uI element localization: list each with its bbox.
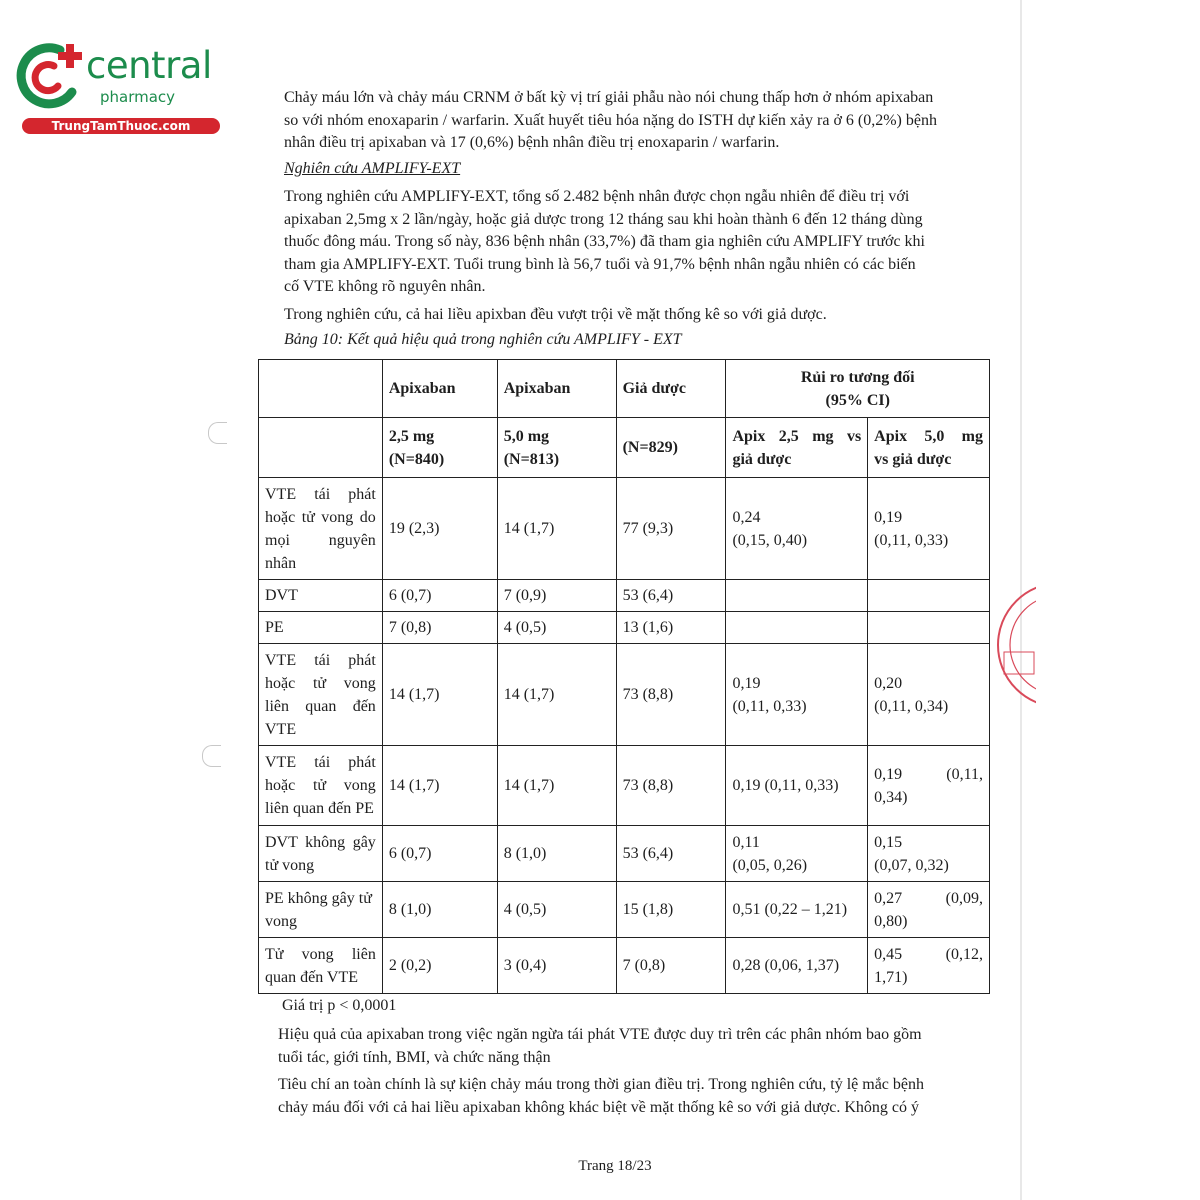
table-row bbox=[259, 580, 990, 612]
table-row bbox=[259, 882, 990, 938]
rr-ci: 0,34) bbox=[874, 788, 908, 806]
rr-ci: 1,71) bbox=[874, 968, 908, 986]
row-label: PE bbox=[259, 612, 383, 644]
cell-rr50 bbox=[868, 580, 990, 612]
rr-value: 0,27 (0,09, bbox=[874, 889, 983, 907]
subheader-rr-25 bbox=[726, 418, 868, 478]
cell-rr50 bbox=[868, 826, 990, 882]
cell-rr25 bbox=[726, 644, 868, 746]
rr-ci: (0,11, 0,34) bbox=[874, 697, 949, 715]
label-line: tử vong bbox=[265, 856, 315, 874]
cell-rr50 bbox=[868, 612, 990, 644]
text-line: Chảy máu lớn và chảy máu CRNM ở bất kỳ vị trí giải phẫu nào nói chung thấp hơn ở nhóm apixaban bbox=[284, 89, 934, 106]
label-line: hoặc tử vong bbox=[265, 674, 376, 692]
rr-label: vs giả dược bbox=[874, 450, 952, 468]
subheader-empty-cell bbox=[259, 418, 383, 478]
rr-ci: (95% CI) bbox=[825, 391, 890, 409]
row-label bbox=[259, 478, 383, 580]
dose-label: 2,5 mg bbox=[388, 427, 435, 445]
header-apixaban-50: Apixaban bbox=[497, 360, 616, 418]
table-row bbox=[259, 612, 990, 644]
header-relative-risk bbox=[726, 360, 990, 418]
text-line: Trong nghiên cứu, cả hai liều apixban đều vượt trội về mặt thống kê so với giả dược. bbox=[284, 306, 827, 323]
red-stamp-fragment bbox=[996, 570, 1036, 720]
label-line: liên quan đến PE bbox=[265, 800, 374, 817]
cell-placebo: 73 (8,8) bbox=[616, 644, 726, 746]
punch-hole-mark bbox=[202, 745, 221, 767]
label-line: VTE bbox=[265, 720, 297, 738]
label-line: VTE tái phát bbox=[265, 485, 376, 503]
text-line: thuốc đông máu. Trong số này, 836 bệnh nhân (33,7%) đã tham gia nghiên cứu AMPLIFY trước khi bbox=[284, 233, 925, 250]
header-empty-cell bbox=[259, 360, 383, 418]
text-line: so với nhóm enoxaparin / warfarin. Xuất huyết tiêu hóa nặng do ISTH dự kiến xảy ra ở 6 (0,2%) bệnh bbox=[284, 111, 937, 129]
row-label bbox=[259, 746, 383, 826]
cell-placebo: 13 (1,6) bbox=[616, 612, 726, 644]
cell-rr50 bbox=[868, 746, 990, 826]
label-line: vong bbox=[265, 912, 297, 930]
text-line: Tiêu chí an toàn chính là sự kiện chảy máu trong thời gian điều trị. Trong nghiên cứu, tỷ lệ mắc bệnh bbox=[278, 1076, 924, 1093]
pharmacy-cross-icon bbox=[10, 36, 90, 118]
cell-rr25: 0,19 (0,11, 0,33) bbox=[726, 746, 868, 826]
text-line: tuổi tác, giới tính, BMI, và chức năng thận bbox=[278, 1048, 551, 1066]
cell-rr25: 0,51 (0,22 – 1,21) bbox=[726, 882, 868, 938]
cell-rr25 bbox=[726, 612, 868, 644]
subheader-rr-50 bbox=[868, 418, 990, 478]
cell-apix25: 6 (0,7) bbox=[382, 580, 497, 612]
rr-value: 0,11 bbox=[732, 833, 760, 851]
label-line: VTE tái phát bbox=[265, 651, 376, 669]
cell-apix25: 6 (0,7) bbox=[382, 826, 497, 882]
label-line: DVT không gây bbox=[265, 833, 376, 851]
cell-rr25: 0,28 (0,06, 1,37) bbox=[726, 938, 868, 994]
cell-rr25 bbox=[726, 580, 868, 612]
cell-apix50: 14 (1,7) bbox=[497, 644, 616, 746]
cell-rr25 bbox=[726, 826, 868, 882]
label-line: quan đến VTE bbox=[265, 968, 359, 986]
central-pharmacy-logo[interactable] bbox=[10, 36, 215, 136]
dose-label: 5,0 mg bbox=[503, 427, 550, 445]
cell-placebo: 77 (9,3) bbox=[616, 478, 726, 580]
cell-apix50: 4 (0,5) bbox=[497, 612, 616, 644]
table-row bbox=[259, 478, 990, 580]
cell-apix25: 8 (1,0) bbox=[382, 882, 497, 938]
rr-ci: (0,05, 0,26) bbox=[732, 856, 808, 874]
punch-hole-mark bbox=[208, 422, 227, 444]
rr-label: Apix 5,0 mg bbox=[874, 427, 983, 445]
cell-apix25: 2 (0,2) bbox=[382, 938, 497, 994]
label-line: mọi nguyên bbox=[265, 531, 376, 549]
rr-label: giả dược bbox=[732, 450, 792, 468]
label-line: Tử vong liên bbox=[265, 945, 376, 963]
rr-value: 0,45 (0,12, bbox=[874, 945, 983, 963]
label-line: hoặc tử vong do bbox=[265, 508, 376, 526]
row-label bbox=[259, 938, 383, 994]
rr-ci: (0,07, 0,32) bbox=[874, 856, 949, 874]
cell-rr50 bbox=[868, 882, 990, 938]
cell-apix25: 19 (2,3) bbox=[382, 478, 497, 580]
label-line: liên quan đến bbox=[265, 697, 376, 715]
cell-rr50 bbox=[868, 478, 990, 580]
cell-apix50: 14 (1,7) bbox=[497, 478, 616, 580]
rr-ci: 0,80) bbox=[874, 912, 908, 930]
efficacy-paragraph bbox=[278, 1024, 968, 1069]
cell-apix25: 14 (1,7) bbox=[382, 746, 497, 826]
table-row bbox=[259, 746, 990, 826]
n-label: (N=829) bbox=[622, 439, 678, 456]
rr-label: Apix 2,5 mg vs bbox=[732, 427, 862, 445]
rr-ci: (0,11, 0,33) bbox=[874, 531, 949, 549]
cell-rr50 bbox=[868, 938, 990, 994]
cell-placebo: 53 (6,4) bbox=[616, 580, 726, 612]
cell-placebo: 7 (0,8) bbox=[616, 938, 726, 994]
results-table bbox=[258, 359, 990, 994]
logo-subtitle: pharmacy bbox=[100, 88, 176, 106]
subheader-dose-25 bbox=[382, 418, 497, 478]
table-subheader-row bbox=[259, 418, 990, 478]
cell-placebo: 73 (8,8) bbox=[616, 746, 726, 826]
row-label bbox=[259, 826, 383, 882]
text-line: tham gia AMPLIFY-EXT. Tuổi trung bình là 56,7 tuổi và 91,7% bệnh nhân ngẫu nhiên có các biến bbox=[284, 255, 916, 273]
label-line: VTE tái phát bbox=[265, 754, 376, 771]
safety-paragraph bbox=[278, 1074, 968, 1119]
cell-apix25: 7 (0,8) bbox=[382, 612, 497, 644]
n-label: (N=813) bbox=[503, 450, 560, 468]
table-row bbox=[259, 938, 990, 994]
study-paragraph bbox=[284, 186, 969, 299]
row-label: DVT bbox=[259, 580, 383, 612]
section-heading: Nghiên cứu AMPLIFY-EXT bbox=[284, 160, 461, 177]
logo-site-url: TrungTamThuoc.com bbox=[22, 118, 220, 134]
rr-value: 0,19 bbox=[874, 508, 903, 526]
cell-rr50 bbox=[868, 644, 990, 746]
cell-apix25: 14 (1,7) bbox=[382, 644, 497, 746]
cell-apix50: 14 (1,7) bbox=[497, 746, 616, 826]
intro-paragraph bbox=[284, 87, 969, 155]
header-apixaban-25: Apixaban bbox=[382, 360, 497, 418]
table-header-row bbox=[259, 360, 990, 418]
text-line: cố VTE không rõ nguyên nhân. bbox=[284, 278, 486, 295]
text-line: Trong nghiên cứu AMPLIFY-EXT, tổng số 2.482 bệnh nhân được chọn ngẫu nhiên để điều trị với bbox=[284, 188, 910, 205]
rr-value: 0,15 bbox=[874, 833, 903, 851]
cell-placebo: 53 (6,4) bbox=[616, 826, 726, 882]
rr-ci: (0,15, 0,40) bbox=[732, 531, 808, 549]
cell-placebo: 15 (1,8) bbox=[616, 882, 726, 938]
rr-ci: (0,11, 0,33) bbox=[732, 697, 807, 715]
cell-rr25 bbox=[726, 478, 868, 580]
text-line: chảy máu đối với cả hai liều apixaban không khác biệt về mặt thống kê so với giả dược. Không có ý bbox=[278, 1098, 919, 1116]
rr-value: 0,20 bbox=[874, 674, 903, 692]
text-line: nhân điều trị apixaban và 17 (0,6%) bệnh nhân điều trị enoxaparin / warfarin. bbox=[284, 134, 780, 151]
table-row bbox=[259, 644, 990, 746]
rr-title: Rủi ro tương đối bbox=[800, 368, 915, 386]
table-row bbox=[259, 826, 990, 882]
rr-value: 0,19 (0,11, bbox=[874, 765, 983, 783]
n-label: (N=840) bbox=[388, 450, 445, 468]
subheader-placebo-n bbox=[616, 418, 726, 478]
label-line: hoặc tử vong bbox=[265, 777, 376, 794]
cell-apix50: 4 (0,5) bbox=[497, 882, 616, 938]
table-caption: Bảng 10: Kết quả hiệu quả trong nghiên cứu AMPLIFY - EXT bbox=[284, 331, 682, 348]
row-label bbox=[259, 644, 383, 746]
label-line: nhân bbox=[265, 554, 297, 572]
cell-apix50: 7 (0,9) bbox=[497, 580, 616, 612]
p-value-note: Giá trị p < 0,0001 bbox=[282, 997, 397, 1014]
label-line: PE không gây tử bbox=[265, 889, 372, 907]
page-number: Trang 18/23 bbox=[578, 1158, 652, 1174]
rr-value: 0,24 bbox=[732, 508, 761, 526]
text-line: Hiệu quả của apixaban trong việc ngăn ngừa tái phát VTE được duy trì trên các phân nhóm bao gồm bbox=[278, 1026, 922, 1043]
header-placebo: Giả dược bbox=[616, 360, 726, 418]
row-label bbox=[259, 882, 383, 938]
cell-apix50: 3 (0,4) bbox=[497, 938, 616, 994]
cell-apix50: 8 (1,0) bbox=[497, 826, 616, 882]
rr-value: 0,19 bbox=[732, 674, 761, 692]
logo-name: central bbox=[86, 44, 212, 87]
superiority-paragraph bbox=[284, 304, 969, 327]
subheader-dose-50 bbox=[497, 418, 616, 478]
text-line: apixaban 2,5mg x 2 lần/ngày, hoặc giả dược trong 12 tháng sau khi hoàn thành 6 đến 12 tháng dùng bbox=[284, 210, 923, 228]
